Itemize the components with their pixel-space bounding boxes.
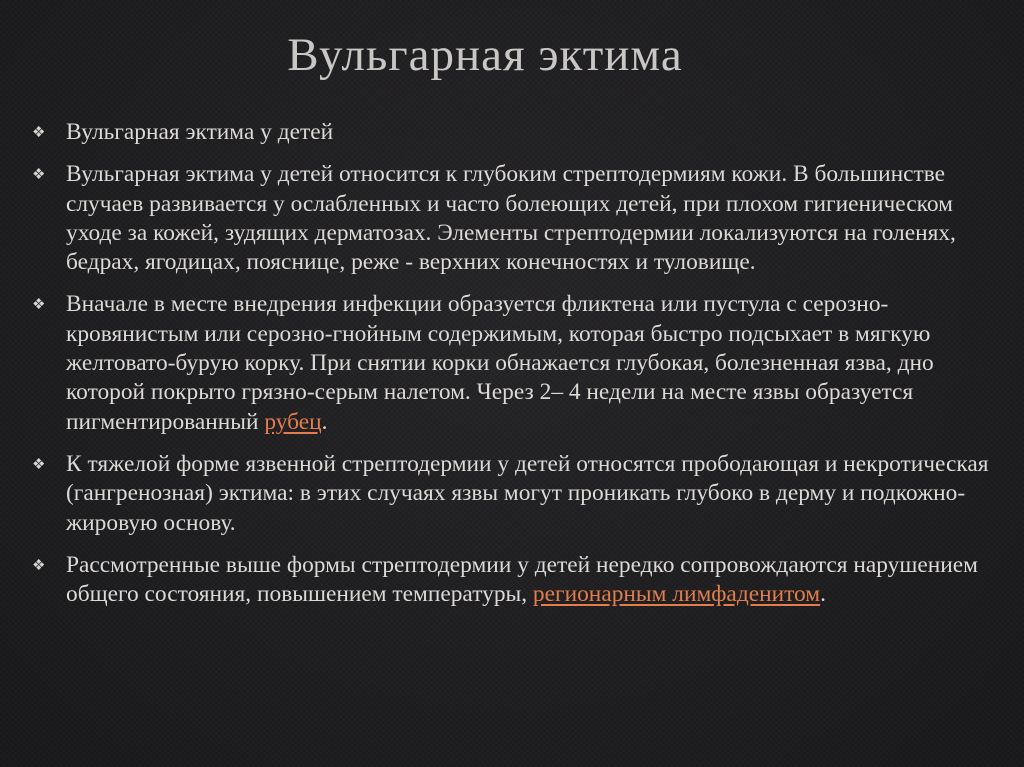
bullet-text-end: . <box>321 408 328 435</box>
bullet-text: Вульгарная эктима у детей <box>66 119 334 145</box>
bullet-item <box>30 160 990 277</box>
bullet-text: Вначале в месте внедрения инфекции образуется фликтена или пустула с серозно-кровянистым или серозно-гнойным содержимым, которая быстро подсыхает в мягкую желтовато-бурую корку. При снятии корки обнажается глубокая, болезненная язва, дно которой покрыто грязно-серым налетом. Через 2– 4 недели на месте язвы образуется пигментированный <box>66 291 934 435</box>
link-regional-lymphadenitis[interactable]: регионарным лимфаденитом <box>532 581 821 608</box>
diamond-bullet-icon: ❖ <box>32 297 46 314</box>
diamond-bullet-icon: ❖ <box>32 456 46 473</box>
bullet-text-end: . <box>820 581 826 608</box>
bullet-text: Рассмотренные выше формы стрептодермии у детей нередко сопровождаются нарушением общего состояния, повышением температуры, <box>66 551 978 608</box>
bullet-item <box>30 118 990 147</box>
diamond-bullet-icon: ❖ <box>32 167 46 184</box>
link-rubets[interactable]: рубец <box>264 408 322 435</box>
bullet-text: К тяжелой форме язвенной стрептодермии у детей относятся прободающая и некротическая (гангренозная) эктима: в этих случаях язвы могут проникать глубоко в дерму и подкожно-жировую основу. <box>66 450 989 536</box>
bullet-text: Вульгарная эктима у детей относится к глубоким стрептодермиям кожи. В большинстве случаев развивается у ослабленных и часто болеющих детей, при плохом гигиеническом уходе за кожей, зудящих дерматозах. Элементы стрептодермии локализуются на голенях, бедрах, ягодицах, пояснице, реже - верхних конечностях и туловище. <box>66 161 956 276</box>
diamond-bullet-icon: ❖ <box>32 125 46 141</box>
bullet-item <box>30 450 990 538</box>
slide-title: Вульгарная эктима <box>287 29 683 81</box>
bullet-item <box>30 290 990 436</box>
bullet-list <box>30 118 990 622</box>
bullet-item <box>30 551 990 610</box>
diamond-bullet-icon: ❖ <box>32 557 46 574</box>
